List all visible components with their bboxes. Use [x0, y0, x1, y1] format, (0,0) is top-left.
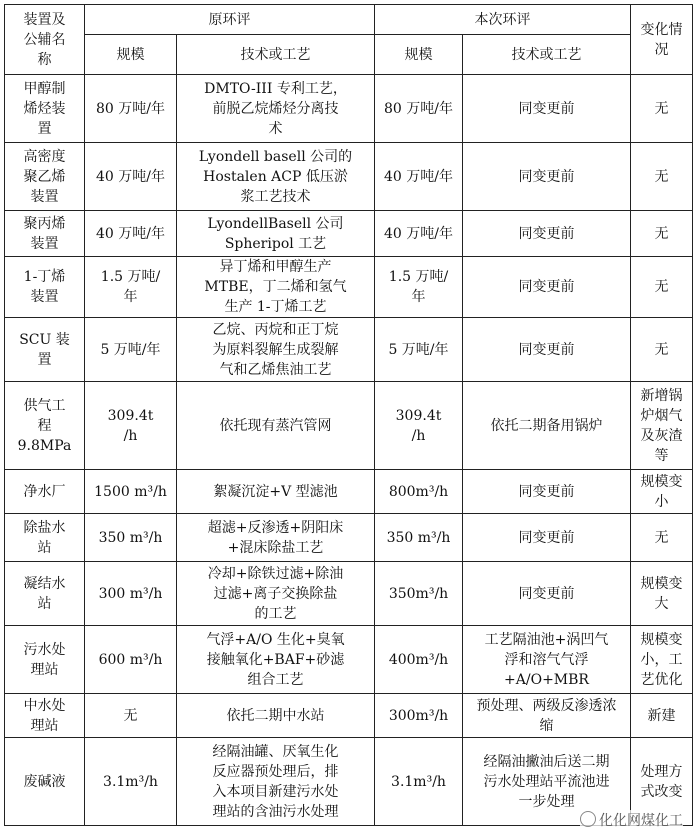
table-row	[5, 257, 693, 318]
text-line: +混床除盐工艺	[227, 539, 324, 556]
header-current: 本次环评	[375, 5, 631, 35]
change-status-cell	[631, 562, 693, 626]
original-tech-cell	[177, 694, 375, 738]
text-line: 小	[654, 493, 669, 510]
current-scale-cell	[375, 211, 463, 257]
text-line: 装置及	[23, 11, 66, 28]
text-line: 的工艺	[254, 605, 297, 622]
text-line: 称	[37, 51, 52, 68]
text-line: 絮凝沉淀+V 型滤池	[213, 483, 338, 500]
unit-name-cell	[5, 75, 85, 143]
text-line: 5 万吨/年	[388, 341, 449, 358]
original-tech-cell	[177, 382, 375, 470]
text-line: 前脱乙烷烯烃分离技	[212, 100, 339, 117]
unit-name-cell	[5, 514, 85, 562]
text-line: 5 万吨/年	[100, 341, 161, 358]
text-line: 规模变	[640, 473, 683, 490]
unit-name-cell	[5, 211, 85, 257]
current-scale-cell	[375, 143, 463, 211]
text-line: 及灰渣	[640, 427, 683, 444]
text-line: 依托二期中水站	[226, 707, 325, 724]
text-line: 术	[268, 120, 283, 137]
text-line: 废碱液	[23, 773, 66, 790]
original-scale-cell	[85, 738, 177, 826]
text-line: 309.4t	[395, 407, 442, 424]
original-scale-cell	[85, 382, 177, 470]
change-status-cell	[631, 318, 693, 382]
text-line: 同变更前	[518, 529, 575, 546]
text-line: 反应器预处理后，排	[212, 763, 339, 780]
text-line: 小，工	[640, 651, 683, 668]
text-line: 同变更前	[518, 168, 575, 185]
original-scale-cell	[85, 562, 177, 626]
original-tech-cell	[177, 318, 375, 382]
unit-name-cell	[5, 626, 85, 694]
text-line: 入本项目新建污水处	[212, 783, 339, 800]
text-line: 艺优化	[640, 671, 683, 688]
table-row	[5, 143, 693, 211]
unit-name-cell	[5, 382, 85, 470]
table-row	[5, 382, 693, 470]
text-line: 理站	[30, 661, 59, 678]
current-scale-cell	[375, 694, 463, 738]
text-line: 浆工艺技术	[240, 188, 311, 205]
text-line: 无	[654, 279, 669, 295]
text-line: 同变更前	[518, 585, 575, 602]
text-line: 800m³/h	[388, 483, 449, 500]
text-line: 预处理、两级反渗透浓	[476, 697, 617, 714]
text-line: 1.5 万吨/	[388, 269, 449, 285]
header-current-scale: 规模	[375, 35, 463, 75]
text-line: 1.5 万吨/	[100, 269, 161, 285]
text-line: 供气工	[23, 397, 66, 414]
original-tech-cell	[177, 75, 375, 143]
text-line: 气和乙烯焦油工艺	[219, 361, 332, 378]
original-tech-cell	[177, 257, 375, 318]
text-line: 同变更前	[518, 100, 575, 117]
text-line: 经隔油罐、厌氧生化	[212, 743, 339, 760]
text-line: 站	[37, 539, 52, 556]
text-line: 聚乙烯	[23, 168, 66, 185]
text-line: 装置	[30, 235, 59, 252]
unit-name-cell	[5, 143, 85, 211]
text-line: 接触氧化+BAF+砂滤	[206, 651, 345, 668]
change-status-cell	[631, 514, 693, 562]
text-line: Lyondell basell 公司的	[198, 148, 353, 165]
text-line: LyondellBasell 公司	[207, 215, 344, 232]
table-row	[5, 694, 693, 738]
original-scale-cell	[85, 626, 177, 694]
header-original-tech: 技术或工艺	[177, 35, 375, 75]
current-tech-cell	[463, 626, 631, 694]
text-line: 40 万吨/年	[96, 225, 165, 242]
text-line: 同变更前	[518, 341, 575, 358]
text-line: 1500 m³/h	[94, 483, 167, 500]
header-unit	[5, 5, 85, 75]
change-status-cell	[631, 257, 693, 318]
text-line: 350 m³/h	[386, 529, 451, 546]
watermark-text: 化化网煤化工	[599, 813, 683, 829]
original-tech-cell	[177, 738, 375, 826]
text-line: 新建	[647, 707, 676, 724]
original-scale-cell	[85, 257, 177, 318]
current-scale-cell	[375, 318, 463, 382]
text-line: 300m³/h	[388, 707, 449, 724]
unit-name-cell	[5, 470, 85, 514]
text-line: 3.1m³/h	[391, 773, 446, 790]
original-scale-cell	[85, 514, 177, 562]
text-line: 同变更前	[518, 279, 575, 295]
current-scale-cell	[375, 382, 463, 470]
text-line: Spheripol 工艺	[224, 235, 327, 252]
table-row	[5, 470, 693, 514]
header-current-tech: 技术或工艺	[463, 35, 631, 75]
text-line: 为原料裂解生成裂解	[212, 341, 339, 358]
text-line: 超滤+反渗透+阴阳床	[207, 519, 344, 536]
text-line: 无	[654, 529, 669, 546]
text-line: 甲醇制	[23, 80, 66, 97]
text-line: 变化情	[640, 21, 683, 38]
table-row	[5, 318, 693, 382]
comparison-table	[4, 4, 693, 826]
text-line: +A/O+MBR	[504, 671, 589, 688]
current-tech-cell	[463, 211, 631, 257]
text-line: /h	[123, 427, 138, 444]
current-tech-cell	[463, 514, 631, 562]
text-line: 40 万吨/年	[384, 168, 453, 185]
current-scale-cell	[375, 626, 463, 694]
current-tech-cell	[463, 318, 631, 382]
text-line: 冷却+除铁过滤+除油	[207, 565, 344, 582]
current-scale-cell	[375, 470, 463, 514]
original-tech-cell	[177, 626, 375, 694]
original-scale-cell	[85, 75, 177, 143]
text-line: MTBE，丁二烯和氢气	[204, 279, 347, 295]
text-line: 80 万吨/年	[96, 100, 165, 117]
current-tech-cell	[463, 470, 631, 514]
text-line: 中水处	[23, 697, 66, 714]
text-line: 工艺隔油池+涡凹气	[484, 631, 609, 648]
text-line: 40 万吨/年	[384, 225, 453, 242]
table-row	[5, 211, 693, 257]
original-tech-cell	[177, 211, 375, 257]
table-row	[5, 626, 693, 694]
text-line: 除盐水	[23, 519, 66, 536]
current-tech-cell	[463, 382, 631, 470]
text-line: 理站的含油污水处理	[212, 803, 339, 820]
wechat-icon	[580, 811, 596, 827]
text-line: 经隔油撇油后送二期	[483, 753, 610, 770]
original-scale-cell	[85, 470, 177, 514]
text-line: 无	[654, 225, 669, 242]
text-line: 置	[37, 351, 52, 368]
text-line: 装置	[30, 188, 59, 205]
text-line: 无	[654, 100, 669, 117]
text-line: 凝结水	[23, 575, 66, 592]
unit-name-cell	[5, 562, 85, 626]
text-line: 过滤+离子交换除盐	[213, 585, 338, 602]
original-scale-cell	[85, 143, 177, 211]
text-line: 浮和溶气气浮	[504, 651, 589, 668]
change-status-cell	[631, 382, 693, 470]
text-line: 同变更前	[518, 225, 575, 242]
original-scale-cell	[85, 694, 177, 738]
current-tech-cell	[463, 562, 631, 626]
text-line: 异丁烯和甲醇生产	[219, 259, 332, 275]
text-line: 600 m³/h	[98, 651, 163, 668]
table-row	[5, 514, 693, 562]
text-line: 式改变	[640, 783, 683, 800]
change-status-cell	[631, 694, 693, 738]
change-status-cell	[631, 143, 693, 211]
text-line: 依托二期备用锅炉	[490, 417, 603, 434]
unit-name-cell	[5, 318, 85, 382]
text-line: 生产 1-丁烯工艺	[224, 299, 327, 315]
text-line: 年	[411, 289, 426, 305]
change-status-cell	[631, 211, 693, 257]
text-line: Hostalen ACP 低压淤	[203, 168, 348, 185]
unit-name-cell	[5, 257, 85, 318]
text-line: 聚丙烯	[23, 215, 66, 232]
current-tech-cell	[463, 75, 631, 143]
text-line: 350m³/h	[388, 585, 449, 602]
text-line: 无	[654, 341, 669, 358]
text-line: 大	[654, 595, 669, 612]
original-scale-cell	[85, 318, 177, 382]
text-line: 炉烟气	[640, 407, 683, 424]
text-line: 40 万吨/年	[96, 168, 165, 185]
table-row	[5, 75, 693, 143]
current-tech-cell	[463, 257, 631, 318]
text-line: 350 m³/h	[98, 529, 163, 546]
header-change	[631, 5, 693, 75]
text-line: 高密度	[23, 148, 66, 165]
text-line: 新增锅	[640, 387, 683, 404]
text-line: 同变更前	[518, 483, 575, 500]
original-tech-cell	[177, 514, 375, 562]
watermark	[580, 810, 683, 830]
text-line: 300 m³/h	[98, 585, 163, 602]
current-scale-cell	[375, 562, 463, 626]
text-line: 规模变	[640, 575, 683, 592]
change-status-cell	[631, 470, 693, 514]
text-line: 400m³/h	[388, 651, 449, 668]
text-line: 公辅名	[23, 31, 66, 48]
text-line: /h	[411, 427, 426, 444]
text-line: 3.1m³/h	[103, 773, 158, 790]
text-line: 一步处理	[518, 793, 575, 810]
current-scale-cell	[375, 738, 463, 826]
text-line: SCU 装	[19, 331, 70, 348]
header-original: 原环评	[85, 5, 375, 35]
header-original-scale: 规模	[85, 35, 177, 75]
text-line: 烯烃装	[23, 100, 66, 117]
text-line: 装置	[30, 289, 59, 305]
unit-name-cell	[5, 738, 85, 826]
text-line: 况	[654, 41, 669, 58]
change-status-cell	[631, 626, 693, 694]
current-scale-cell	[375, 257, 463, 318]
text-line: 9.8MPa	[17, 437, 72, 454]
text-line: DMTO-III 专利工艺，	[204, 80, 347, 97]
text-line: 气浮+A/O 生化+臭氧	[206, 631, 345, 648]
text-line: 缩	[539, 717, 554, 734]
text-line: 污水处	[23, 641, 66, 658]
table-row	[5, 562, 693, 626]
current-scale-cell	[375, 75, 463, 143]
original-scale-cell	[85, 211, 177, 257]
original-tech-cell	[177, 143, 375, 211]
unit-name-cell	[5, 694, 85, 738]
text-line: 等	[654, 447, 669, 464]
text-line: 乙烷、丙烷和正丁烷	[212, 321, 339, 338]
text-line: 依托现有蒸汽管网	[219, 417, 332, 434]
text-line: 净水厂	[23, 483, 66, 500]
text-line: 无	[654, 168, 669, 185]
text-line: 处理方	[640, 763, 683, 780]
original-tech-cell	[177, 562, 375, 626]
text-line: 1-丁烯	[23, 269, 66, 285]
text-line: 组合工艺	[247, 671, 304, 688]
text-line: 程	[37, 417, 52, 434]
text-line: 无	[123, 707, 138, 724]
text-line: 站	[37, 595, 52, 612]
text-line: 80 万吨/年	[384, 100, 453, 117]
text-line: 理站	[30, 717, 59, 734]
current-scale-cell	[375, 514, 463, 562]
text-line: 年	[123, 289, 138, 305]
text-line: 规模变	[640, 631, 683, 648]
text-line: 309.4t	[107, 407, 154, 424]
original-tech-cell	[177, 470, 375, 514]
current-tech-cell	[463, 694, 631, 738]
current-tech-cell	[463, 143, 631, 211]
text-line: 污水处理站平流池进	[483, 773, 610, 790]
text-line: 置	[37, 120, 52, 137]
change-status-cell	[631, 75, 693, 143]
